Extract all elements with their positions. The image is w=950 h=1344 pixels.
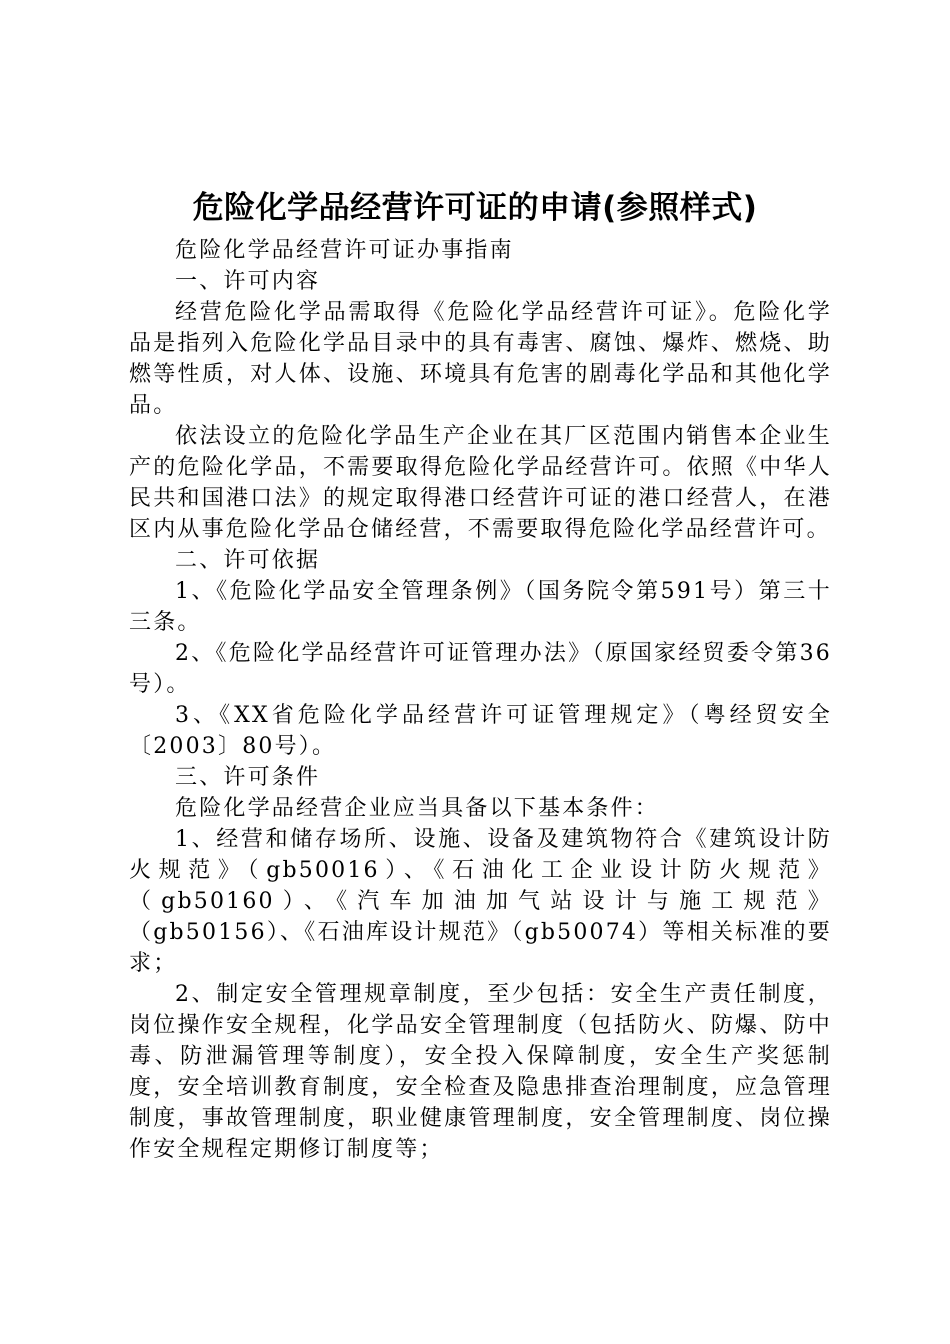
section-heading-permit-conditions: 三、许可条件 (175, 765, 321, 790)
paragraph-permit-content: 经营危险化学品需取得《危险化学品经营许可证》。危险化学品是指列入危险化学品目录中的具有毒害、腐蚀、爆炸、燃烧、助燃等性质，对人体、设施、环境具有危害的剧毒化学品和其他化学品。 (129, 300, 832, 418)
paragraph-guide-heading: 危险化学品经营许可证办事指南 (175, 238, 514, 263)
list-item-basis-1: 1、《危险化学品安全管理条例》（国务院令第591号）第三十三条。 (129, 579, 832, 635)
section-heading-permit-content: 一、许可内容 (175, 269, 321, 294)
paragraph-conditions-intro: 危险化学品经营企业应当具备以下基本条件： (175, 796, 660, 821)
list-item-basis-3: 3、《XX省危险化学品经营许可证管理规定》（粤经贸安全〔2003〕80号）。 (129, 703, 832, 759)
document-body (129, 235, 832, 1165)
document-title: 危险化学品经营许可证的申请(参照样式) (192, 190, 758, 226)
list-item-condition-1: 1、经营和储存场所、设施、设备及建筑物符合《建筑设计防火规范》（gb50016）、《石油化工企业设计防火规范》（gb50160）、《汽车加油加气站设计与施工规范》（gb50156）、《石油库设计规范》（gb50074）等相关标准的要求； (129, 827, 832, 976)
list-item-basis-2: 2、《危险化学品经营许可证管理办法》（原国家经贸委令第36号）。 (129, 641, 832, 697)
list-item-condition-2: 2、制定安全管理规章制度，至少包括：安全生产责任制度，岗位操作安全规程，化学品安全管理制度（包括防火、防爆、防中毒、防泄漏管理等制度），安全投入保障制度，安全生产奖惩制度，安全培训教育制度，安全检查及隐患排查治理制度，应急管理制度，事故管理制度，职业健康管理制度，安全管理制度、岗位操作安全规程定期修订制度等； (129, 982, 832, 1162)
section-heading-permit-basis: 二、许可依据 (175, 548, 321, 573)
paragraph-exemptions: 依法设立的危险化学品生产企业在其厂区范围内销售本企业生产的危险化学品，不需要取得危险化学品经营许可。依照《中华人民共和国港口法》的规定取得港口经营许可证的港口经营人，在港区内从事危险化学品仓储经营，不需要取得危险化学品经营许可。 (129, 424, 832, 542)
